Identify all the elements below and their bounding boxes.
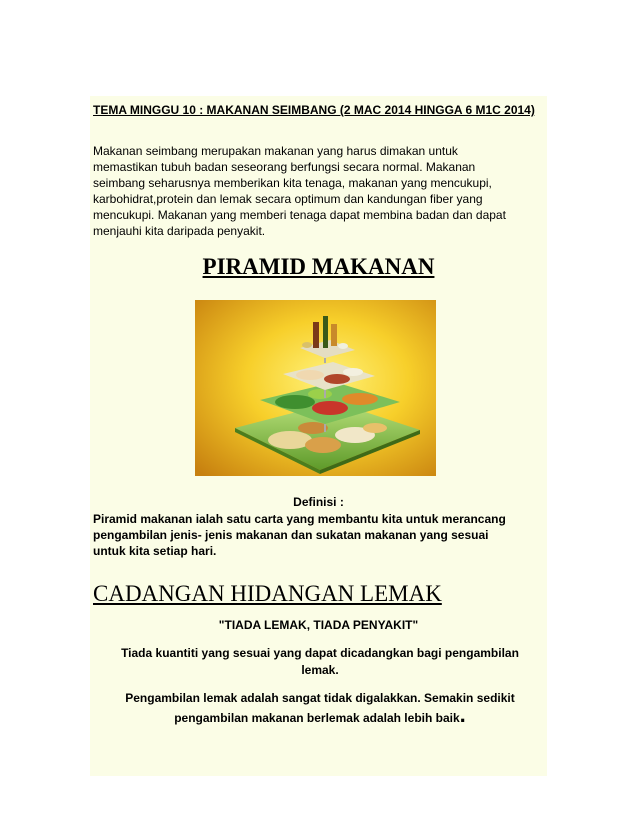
intro-line: menjauhi kita daripada penyakit. [93,224,266,238]
fat-intake-line [105,702,535,728]
fat-quantity-paragraph [105,645,535,679]
definition-line: Piramid makanan ialah satu carta yang membantu kita untuk merancang [93,512,506,526]
fat-intake-paragraph [105,688,535,728]
fat-intake-line: Pengambilan lemak adalah sangat tidak digalakkan. Semakin sedikit [125,691,515,705]
fat-quantity-line: Tiada kuantiti yang sesuai yang dapat dicadangkan bagi pengambilan [121,646,519,660]
fat-quantity-line: lemak. [301,663,339,677]
intro-line: karbohidrat,protein dan lemak secara optimum dan kandungan fiber yang [93,192,483,206]
definition-label: Definisi : [293,495,344,509]
intro-line: seimbang seharusnya memberikan kita tenaga, makanan yang mencukupi, [93,176,492,190]
intro-line: Makanan seimbang merupakan makanan yang harus dimakan untuk [93,144,458,158]
fat-intake-period: . [459,702,466,727]
fat-intake-line-text: pengambilan makanan berlemak adalah lebih baik [174,711,460,725]
fat-serving-heading: CADANGAN HIDANGAN LEMAK [93,581,442,606]
food-pyramid-image [195,300,436,476]
intro-line: mencukupi. Makanan yang memberi tenaga dapat membina badan dan dapat [93,208,506,222]
food-pyramid-title: PIRAMID MAKANAN [202,254,435,279]
slogan-text: "TIADA LEMAK, TIADA PENYAKIT" [218,618,419,632]
definition-line: pengambilan jenis- jenis makanan dan sukatan makanan yang sesuai [93,528,489,542]
intro-paragraph [93,143,533,239]
definition-paragraph [93,511,544,559]
week-theme-heading: TEMA MINGGU 10 : MAKANAN SEIMBANG (2 MAC 2014 HINGGA 6 M1C 2014) [93,103,535,117]
intro-line: memastikan tubuh badan seseorang berfungsi secara normal. Makanan [93,160,476,174]
definition-line: untuk kita setiap hari. [93,544,217,558]
